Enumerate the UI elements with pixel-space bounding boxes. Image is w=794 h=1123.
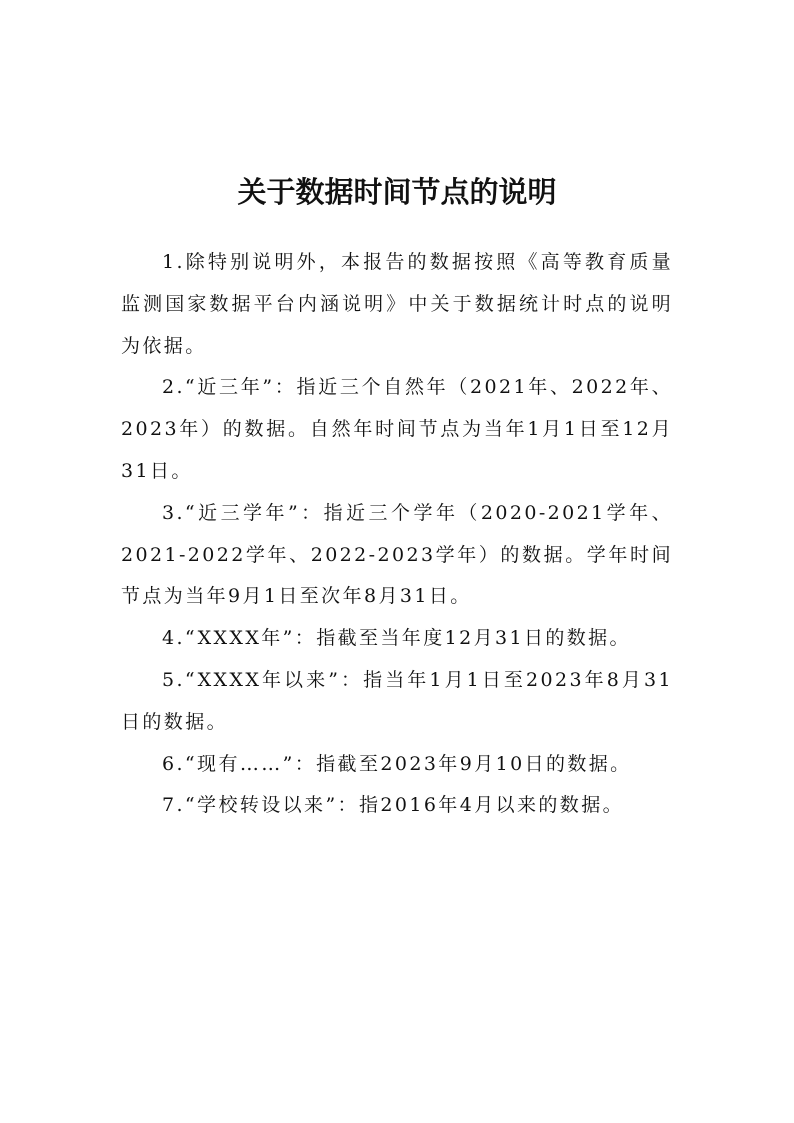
paragraph-4: 4.“XXXX年”：指截至当年度12月31日的数据。 (162, 627, 631, 650)
paragraph-1: 1.除特别说明外，本报告的数据按照《高等教育质量监测国家数据平台内涵说明》中关于数据统计时点的说明为依据。 (121, 251, 673, 357)
document-body (121, 242, 673, 827)
paragraph-5: 5.“XXXX年以来”：指当年1月1日至2023年8月31日的数据。 (121, 668, 673, 733)
paragraph-7: 7.“学校转设以来”：指2016年4月以来的数据。 (162, 794, 624, 817)
paragraph-3: 3.“近三学年”：指近三个学年（2020-2021学年、2021-2022学年、2022-2023学年）的数据。学年时间节点为当年9月1日至次年8月31日。 (121, 501, 673, 608)
paragraph-2: 2.“近三年”：指近三个自然年（2021年、2022年、2023年）的数据。自然年时间节点为当年1月1日至12月31日。 (121, 376, 673, 482)
document-title: 关于数据时间节点的说明 (237, 175, 557, 209)
paragraph-6: 6.“现有……”：指截至2023年9月10日的数据。 (162, 752, 632, 775)
